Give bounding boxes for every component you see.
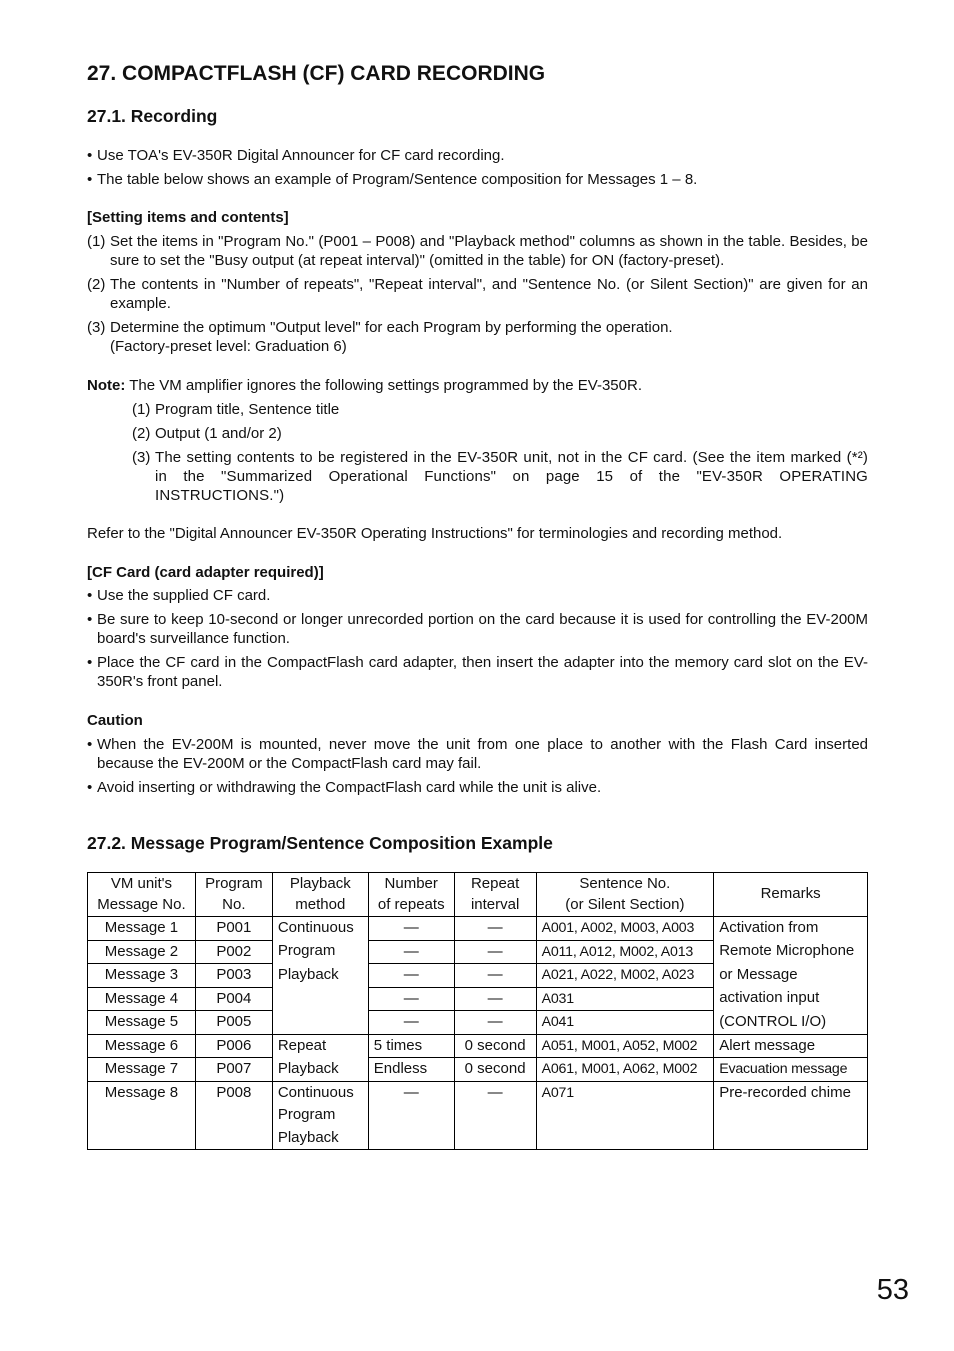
cell-sentence: A011, A012, M002, A013: [536, 940, 714, 964]
table-row: [88, 917, 868, 941]
cell-remarks: Evacuation message: [714, 1058, 868, 1082]
item-number: (1): [132, 401, 151, 418]
table-row: [88, 964, 868, 988]
cell-message: Message 5: [88, 1011, 196, 1035]
cell-program: P005: [195, 1011, 272, 1035]
cell-sentence: A031: [536, 987, 714, 1011]
table-row: [88, 987, 868, 1011]
cell-message: Message 4: [88, 987, 196, 1011]
list-item: [132, 424, 868, 443]
cell-interval: —: [454, 917, 536, 941]
column-header: VM unit's Message No.: [88, 873, 196, 917]
cell-interval: —: [454, 1011, 536, 1035]
item-text: Set the items in "Program No." (P001 – P008) and "Playback method" columns as shown in the table. Besides, be sure to set the "Busy output (at repeat interval)" (omitted in the table) for ON (factory-preset).: [110, 233, 868, 269]
cell-interval: —: [454, 1081, 536, 1150]
note: [87, 376, 868, 395]
section-heading-composition: 27.2. Message Program/Sentence Composition Example: [87, 833, 553, 853]
cell-program: P002: [195, 940, 272, 964]
cell-repeats: —: [368, 1011, 454, 1035]
cell-remarks: (CONTROL I/O): [714, 1011, 868, 1035]
refer-text: Refer to the "Digital Announcer EV-350R Operating Instructions" for terminologies and recording method.: [87, 525, 783, 542]
column-header: Program No.: [195, 873, 272, 917]
cell-program: P008: [195, 1081, 272, 1150]
list-item: • Be sure to keep 10-second or longer unrecorded portion on the card because it is used for controlling the EV-200M board's surveillance function.: [87, 610, 868, 648]
cell-program: P007: [195, 1058, 272, 1082]
cell-interval: —: [454, 940, 536, 964]
cell-repeats: 5 times: [368, 1034, 454, 1058]
item-text: Program title, Sentence title: [155, 401, 340, 418]
list-item: • Use the supplied CF card.: [87, 586, 868, 605]
cell-sentence: A021, A022, M002, A023: [536, 964, 714, 988]
cell-playback: Continuous Program Playback: [272, 1081, 368, 1150]
item-text: Output (1 and/or 2): [155, 425, 282, 442]
column-header: Sentence No. (or Silent Section): [536, 873, 714, 917]
cell-program: P003: [195, 964, 272, 988]
cell-playback: Repeat: [272, 1034, 368, 1058]
cell-remarks: Alert message: [714, 1034, 868, 1058]
cell-playback: [272, 1011, 368, 1035]
note-text: The VM amplifier ignores the following settings programmed by the EV-350R.: [129, 377, 642, 394]
cf-heading: [CF Card (card adapter required)]: [87, 564, 324, 581]
cell-sentence: A041: [536, 1011, 714, 1035]
cell-sentence: A061, M001, A062, M002: [536, 1058, 714, 1082]
page-number: 53: [876, 1274, 909, 1306]
cell-interval: 0 second: [454, 1034, 536, 1058]
item-number: (3): [87, 319, 106, 336]
recording-bullets: [87, 146, 868, 189]
cell-remarks: Pre-recorded chime: [714, 1081, 868, 1150]
table-row: [88, 1034, 868, 1058]
caution-bullets: [87, 735, 868, 797]
table-row: [88, 1081, 868, 1150]
item-text: The setting contents to be registered in the EV-350R unit, not in the CF card. (See the item marked (*²) in the "Summarized Operational Functions" on page 15 of the "EV-350R OPERATING INSTRUCTIONS."): [155, 449, 868, 504]
cell-program: P001: [195, 917, 272, 941]
list-item: [87, 318, 868, 356]
item-text: Determine the optimum "Output level" for each Program by performing the operation.: [110, 319, 673, 336]
section-heading-recording: 27.1. Recording: [87, 106, 218, 126]
table-row: [88, 1058, 868, 1082]
cell-message: Message 8: [88, 1081, 196, 1150]
cell-program: P004: [195, 987, 272, 1011]
cf-bullets: [87, 586, 868, 691]
cell-remarks: or Message: [714, 964, 868, 988]
item-number: (2): [132, 425, 151, 442]
settings-list: [87, 232, 868, 356]
column-header: Repeat interval: [454, 873, 536, 917]
cell-interval: —: [454, 987, 536, 1011]
table-row: [88, 940, 868, 964]
composition-table: [87, 872, 868, 1150]
column-header: Number of repeats: [368, 873, 454, 917]
column-header: Remarks: [714, 873, 868, 917]
column-header: Playback method: [272, 873, 368, 917]
caution-heading: Caution: [87, 712, 143, 729]
list-item: • When the EV-200M is mounted, never move the unit from one place to another with the Flash Card inserted because the EV-200M or the CompactFlash card may fail.: [87, 735, 868, 773]
cell-program: P006: [195, 1034, 272, 1058]
note-list: [132, 400, 868, 505]
cell-interval: —: [454, 964, 536, 988]
cell-playback: Playback: [272, 1058, 368, 1082]
cell-sentence: A051, M001, A052, M002: [536, 1034, 714, 1058]
list-item: [87, 275, 868, 313]
item-number: (1): [87, 233, 106, 250]
list-item: [132, 448, 868, 505]
cell-repeats: —: [368, 1081, 454, 1150]
page-title: 27. COMPACTFLASH (CF) CARD RECORDING: [87, 62, 546, 85]
item-number: (2): [87, 276, 106, 293]
cell-playback: [272, 987, 368, 1011]
list-item: [132, 400, 868, 419]
cell-sentence: A001, A002, M003, A003: [536, 917, 714, 941]
cell-message: Message 1: [88, 917, 196, 941]
cell-repeats: —: [368, 940, 454, 964]
cell-playback: Playback: [272, 964, 368, 988]
note-label: Note:: [87, 377, 126, 394]
cell-sentence: A071: [536, 1081, 714, 1150]
cell-message: Message 2: [88, 940, 196, 964]
list-item: • Use TOA's EV-350R Digital Announcer for CF card recording.: [87, 146, 868, 165]
item-text: The contents in "Number of repeats", "Repeat interval", and "Sentence No. (or Silent Section)" are given for an example.: [110, 276, 868, 312]
cell-interval: 0 second: [454, 1058, 536, 1082]
table-row: [88, 1011, 868, 1035]
item-text-2: (Factory-preset level: Graduation 6): [110, 338, 347, 355]
cell-playback: Continuous: [272, 917, 368, 941]
cell-message: Message 7: [88, 1058, 196, 1082]
cell-remarks: Remote Microphone: [714, 940, 868, 964]
cell-playback: Program: [272, 940, 368, 964]
list-item: • The table below shows an example of Program/Sentence composition for Messages 1 – 8.: [87, 170, 868, 189]
cell-repeats: —: [368, 964, 454, 988]
cell-message: Message 6: [88, 1034, 196, 1058]
list-item: • Place the CF card in the CompactFlash card adapter, then insert the adapter into the memory card slot on the EV-350R's front panel.: [87, 653, 868, 691]
list-item: • Avoid inserting or withdrawing the CompactFlash card while the unit is alive.: [87, 778, 868, 797]
setting-heading: [Setting items and contents]: [87, 209, 289, 226]
list-item: [87, 232, 868, 270]
item-number: (3): [132, 449, 151, 466]
cell-remarks: activation input: [714, 987, 868, 1011]
cell-repeats: —: [368, 917, 454, 941]
cell-repeats: Endless: [368, 1058, 454, 1082]
cell-remarks: Activation from: [714, 917, 868, 941]
cell-message: Message 3: [88, 964, 196, 988]
table-header-row: [88, 873, 868, 917]
cell-repeats: —: [368, 987, 454, 1011]
